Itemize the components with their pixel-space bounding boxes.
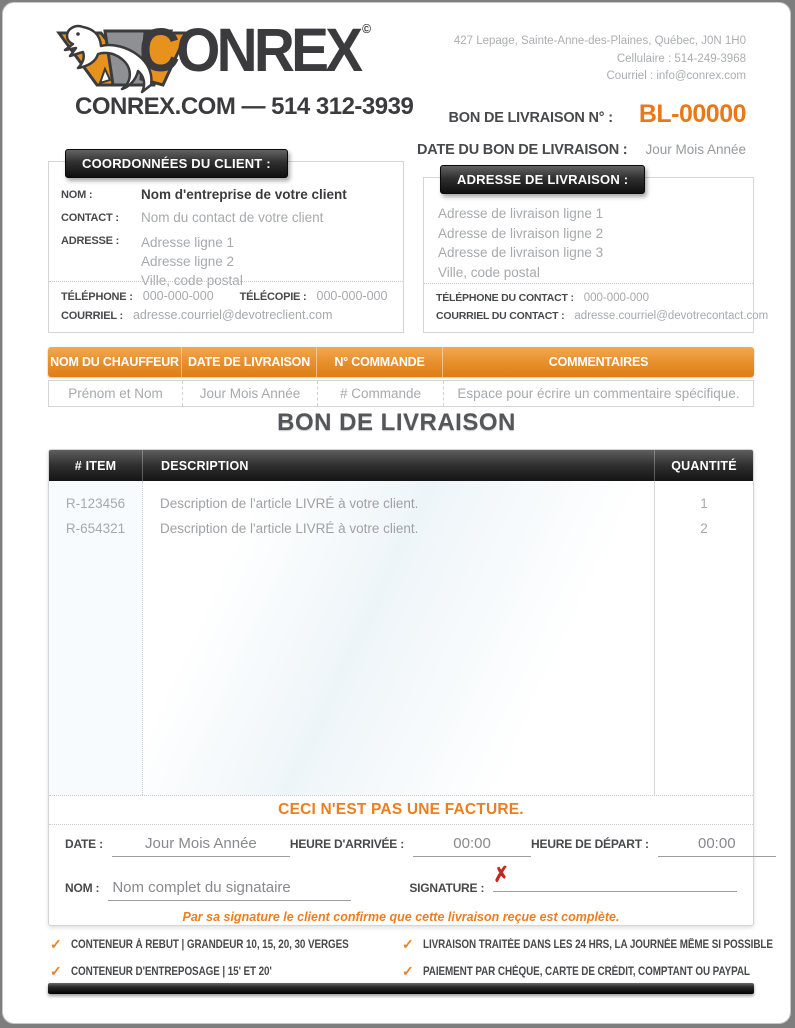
- list-item: [50, 963, 402, 980]
- date-field[interactable]: Jour Mois Année: [112, 835, 290, 857]
- signature-group: [409, 863, 737, 895]
- client-email-row: [61, 307, 391, 326]
- client-name-row: [61, 187, 391, 202]
- signer-name-label: NOM :: [65, 881, 100, 895]
- trademark-symbol: ©: [362, 21, 372, 36]
- delivery-info-box: [423, 177, 769, 333]
- checkmark-icon: ✓: [402, 936, 414, 952]
- delivery-address-line3[interactable]: Adresse de livraison ligne 3: [438, 245, 604, 260]
- delivery-address-line2[interactable]: Adresse de livraison ligne 2: [438, 225, 604, 241]
- delivery-note-date-label: DATE DU BON DE LIVRAISON :: [417, 142, 628, 158]
- list-item: [402, 963, 791, 980]
- client-name-label: NOM :: [61, 189, 93, 201]
- page-title: BON DE LIVRAISON: [277, 409, 516, 436]
- item-description-cell: Description de l'article LIVRÉ à votre client.: [160, 496, 419, 511]
- items-box: [48, 449, 754, 926]
- date-label: DATE :: [65, 837, 103, 851]
- signature-field[interactable]: [492, 863, 737, 892]
- departure-time-field[interactable]: 00:00: [658, 835, 776, 857]
- checkmark-icon: ✓: [50, 936, 62, 952]
- delivery-contact-block: [424, 283, 769, 332]
- company-contact-block: [454, 33, 746, 86]
- client-address-label: ADRESSE :: [61, 235, 120, 247]
- comments-header: COMMENTAIRES: [442, 347, 754, 377]
- company-email: Courriel : info@conrex.com: [606, 70, 746, 82]
- company-address: 427 Lepage, Sainte-Anne-des-Plaines, Québec, J0N 1H0: [453, 35, 746, 47]
- arrival-time-group: [290, 835, 531, 857]
- delivery-note-page: [2, 2, 791, 1024]
- delivery-date-header: DATE DE LIVRAISON: [181, 347, 316, 377]
- delivery-note-number-row: [449, 100, 747, 129]
- client-section-badge: COORDONNÉES DU CLIENT :: [65, 149, 288, 178]
- signature-label: SIGNATURE :: [409, 881, 485, 895]
- items-rows: [49, 481, 753, 541]
- arrival-time-field[interactable]: 00:00: [413, 835, 531, 857]
- delivery-contact-phone-row: [436, 290, 741, 308]
- table-row: [49, 516, 753, 541]
- driver-name-field[interactable]: Prénom et Nom: [68, 386, 163, 401]
- checklist-text: PAIEMENT PAR CHÈQUE, CARTE DE CRÉDIT, COMPTANT OU PAYPAL: [422, 965, 750, 978]
- signer-name-group: [65, 879, 351, 901]
- description-header: DESCRIPTION: [142, 450, 654, 481]
- company-cell: Cellulaire : 514-249-3968: [616, 52, 746, 65]
- table-row: [49, 491, 753, 516]
- delivery-contact-phone-label: TÉLÉPHONE DU CONTACT :: [436, 292, 574, 304]
- driver-table-values: [48, 380, 754, 407]
- client-address-line2[interactable]: Adresse ligne 2: [141, 254, 235, 269]
- comments-field[interactable]: Espace pour écrire un commentaire spécifique.: [443, 381, 753, 406]
- company-name: [139, 15, 371, 85]
- signature-x-mark-icon: ✗: [492, 863, 512, 887]
- client-address-line3[interactable]: Ville, code postal: [141, 273, 243, 288]
- client-name-field[interactable]: Nom d'entreprise de votre client: [141, 187, 347, 202]
- quantity-header: QUANTITÉ: [654, 450, 753, 481]
- client-phone-label: TÉLÉPHONE :: [61, 291, 133, 303]
- checkmark-icon: ✓: [402, 963, 414, 979]
- checkmark-icon: ✓: [50, 963, 62, 979]
- services-checklist: [50, 936, 773, 980]
- client-email-field[interactable]: adresse.courriel@devotreclient.com: [132, 307, 333, 322]
- footer-bar: [48, 983, 754, 994]
- driver-table: [48, 347, 754, 407]
- company-logo: [43, 13, 414, 125]
- client-contact-field[interactable]: Nom du contact de votre client: [141, 210, 324, 225]
- driver-table-header: [48, 347, 754, 377]
- item-quantity-cell: 2: [700, 521, 708, 536]
- list-item: [50, 936, 402, 953]
- item-description-cell: Description de l'article LIVRÉ à votre client.: [160, 521, 419, 536]
- driver-name-header: NOM DU CHAUFFEUR: [50, 355, 179, 369]
- client-phone-row: [61, 288, 391, 307]
- item-quantity-cell: 1: [700, 496, 708, 511]
- client-contact-label: CONTACT :: [61, 212, 119, 224]
- signer-name-field[interactable]: Nom complet du signataire: [108, 879, 351, 901]
- date-group: [65, 835, 290, 857]
- checklist-text: LIVRAISON TRAITÉE DANS LES 24 HRS, LA JOURNÉE MÊME SI POSSIBLE: [422, 938, 773, 951]
- signature-row: [49, 859, 753, 901]
- client-phone-block: [49, 281, 403, 332]
- delivery-note-date-row: [417, 142, 746, 158]
- item-number-cell: R-123456: [65, 496, 126, 511]
- item-number-header: # ITEM: [74, 458, 117, 473]
- company-name-text: CONREX: [139, 16, 360, 84]
- list-item: [402, 936, 791, 953]
- client-fax-label: TÉLÉCOPIE :: [239, 291, 307, 303]
- delivery-contact-email-label: COURRIEL DU CONTACT :: [436, 309, 565, 322]
- checklist-text: CONTENEUR À REBUT | GRANDEUR 10, 15, 20, 30 VERGES: [70, 938, 349, 951]
- delivery-contact-email-row: [436, 308, 769, 326]
- delivery-section-badge: ADRESSE DE LIVRAISON :: [440, 165, 645, 194]
- company-tagline: CONREX.COM — 514 312-3939: [75, 93, 414, 120]
- arrival-time-label: HEURE D'ARRIVÉE :: [289, 837, 405, 851]
- delivery-contact-email-field[interactable]: adresse.courriel@devotrecontact.com: [574, 309, 769, 322]
- departure-time-label: HEURE DE DÉPART :: [531, 837, 649, 851]
- client-fax-field[interactable]: 000-000-000: [316, 289, 388, 303]
- delivery-note-date-value[interactable]: Jour Mois Année: [645, 142, 746, 157]
- client-address-line1[interactable]: Adresse ligne 1: [141, 235, 235, 250]
- signature-confirmation-note: Par sa signature le client confirme que cette livraison reçue est complète.: [182, 910, 620, 924]
- not-an-invoice-notice: CECI N'EST PAS UNE FACTURE.: [49, 795, 753, 824]
- departure-time-group: [531, 835, 776, 857]
- date-time-row: [49, 824, 753, 859]
- delivery-note-number-value[interactable]: BL-00000: [638, 100, 746, 128]
- items-table-body: [49, 481, 753, 795]
- order-number-header: N° COMMANDE: [316, 347, 442, 377]
- delivery-note-number-label: BON DE LIVRAISON N° :: [448, 110, 613, 126]
- order-number-field[interactable]: # Commande: [317, 381, 443, 406]
- delivery-address-line1[interactable]: Adresse de livraison ligne 1: [438, 206, 604, 221]
- item-number-cell: R-654321: [65, 521, 126, 536]
- client-info-box: [48, 161, 404, 333]
- delivery-contact-phone-field[interactable]: 000-000-000: [583, 292, 649, 304]
- delivery-address-line4[interactable]: Ville, code postal: [438, 264, 540, 280]
- client-email-label: COURRIEL :: [61, 309, 123, 322]
- client-contact-row: [61, 210, 391, 225]
- delivery-date-field[interactable]: Jour Mois Année: [182, 381, 317, 406]
- items-table-header: [49, 450, 753, 481]
- checklist-text: CONTENEUR D'ENTREPOSAGE | 15' ET 20': [70, 965, 272, 978]
- client-phone-field[interactable]: 000-000-000: [142, 289, 214, 303]
